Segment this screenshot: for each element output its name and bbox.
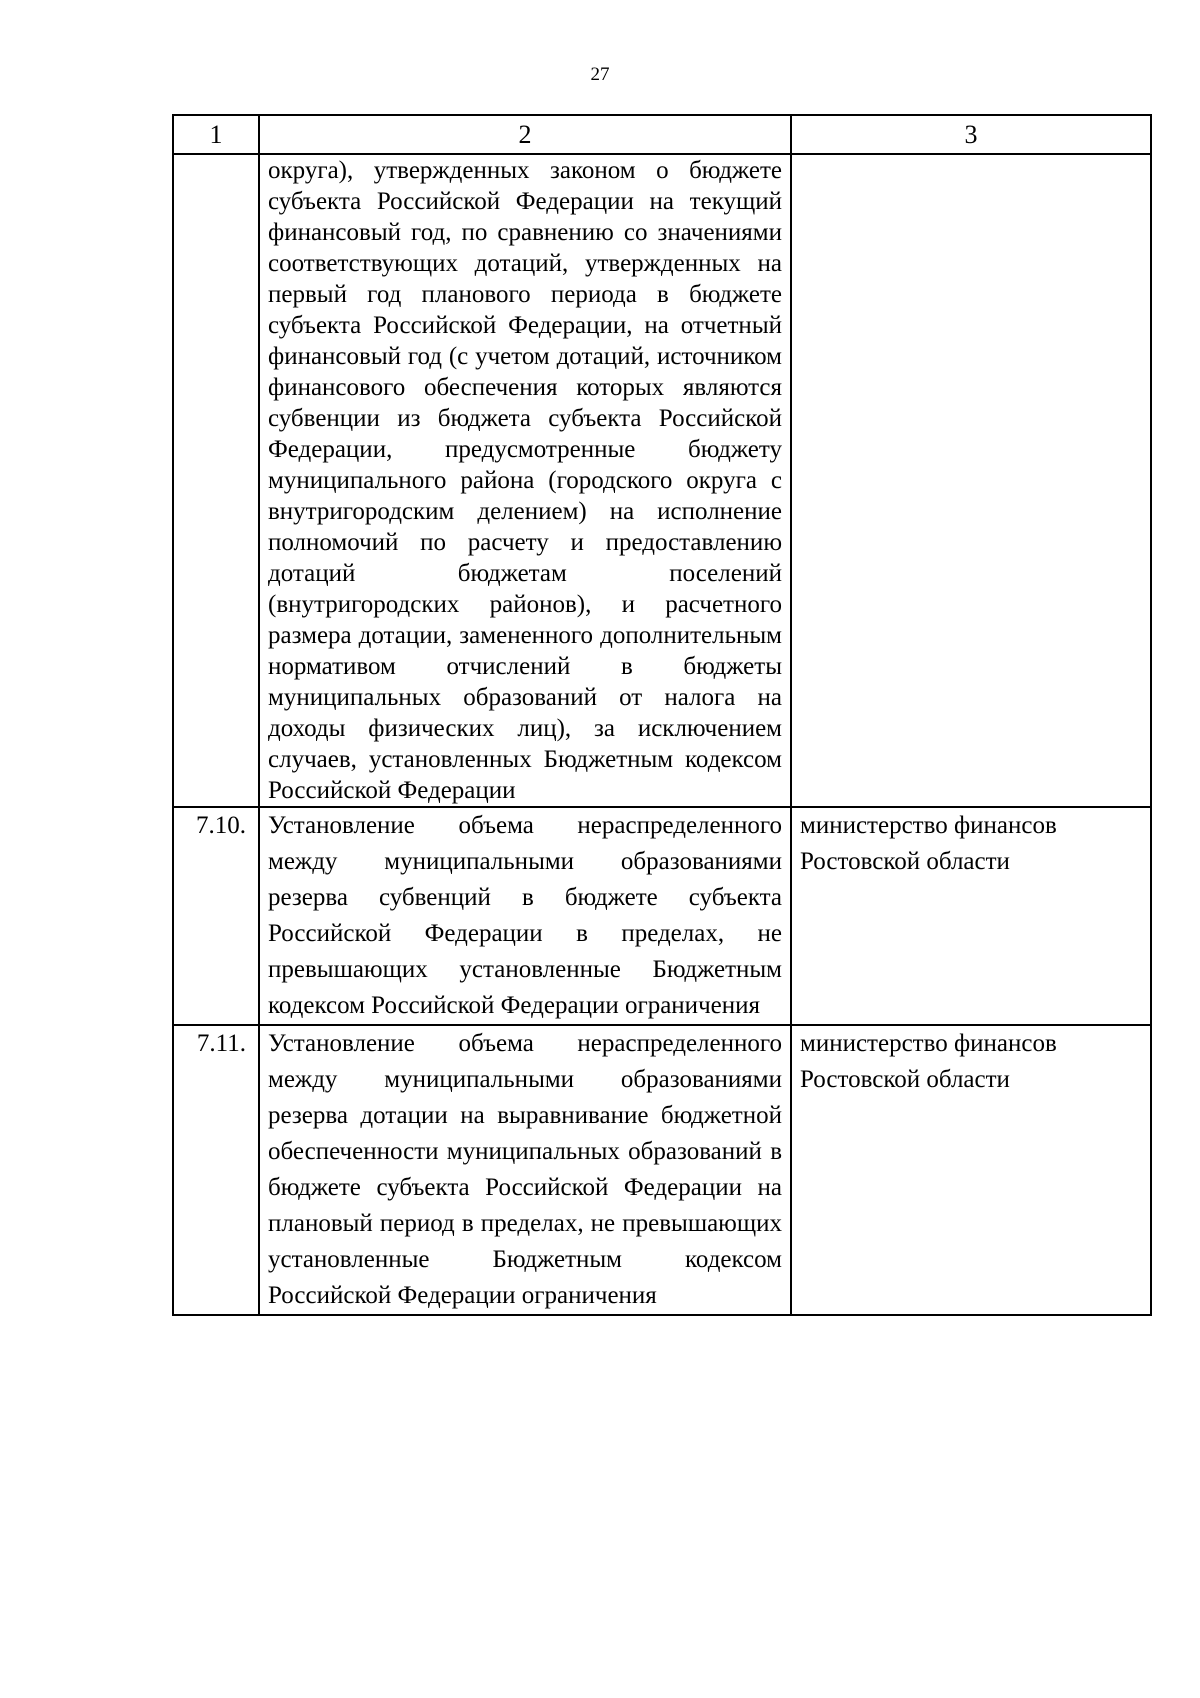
- row-number: [173, 154, 259, 807]
- table-row: [173, 807, 1151, 1025]
- column-header-2: 2: [259, 115, 791, 154]
- row-number: 7.11.: [173, 1025, 259, 1315]
- table-header-row: [173, 115, 1151, 154]
- column-header-1: 1: [173, 115, 259, 154]
- row-description: Установление объема нераспределенного между муниципальными образованиями резерва субвенций в бюджете субъекта Российской Федерации в пределах, не превышающих установленные Бюджетным кодексом Российской Федерации ограничения: [259, 807, 791, 1025]
- row-responsible: министерство финансов Ростовской области: [791, 1025, 1151, 1315]
- row-description: Установление объема нераспределенного между муниципальными образованиями резерва дотации на выравнивание бюджетной обеспеченности муниципальных образований в бюджете субъекта Российской Федерации на плановый период в пределах, не превышающих установленные Бюджетным кодексом Российской Федерации ограничения: [259, 1025, 791, 1315]
- row-responsible: министерство финансов Ростовской области: [791, 807, 1151, 1025]
- page-number: 27: [590, 64, 610, 85]
- column-header-3: 3: [791, 115, 1151, 154]
- table-row: [173, 1025, 1151, 1315]
- row-responsible: [791, 154, 1151, 807]
- table-row: [173, 154, 1151, 807]
- row-description: округа), утвержденных законом о бюджете субъекта Российской Федерации на текущий финансовый год, по сравнению со значениями соответствующих дотаций, утвержденных на первый год планового периода в бюджете субъекта Российской Федерации, на отчетный финансовый год (с учетом дотаций, источником финансового обеспечения которых являются субвенции из бюджета субъекта Российской Федерации, предусмотренные бюджету муниципального района (городского округа с внутригородским делением) на исполнение полномочий по расчету и предоставлению дотаций бюджетам поселений (внутригородских районов), и расчетного размера дотации, замененного дополнительным нормативом отчислений в бюджеты муниципальных образований от налога на доходы физических лиц), за исключением случаев, установленных Бюджетным кодексом Российской Федерации: [259, 154, 791, 807]
- row-number: 7.10.: [173, 807, 259, 1025]
- document-table: [172, 114, 1152, 1316]
